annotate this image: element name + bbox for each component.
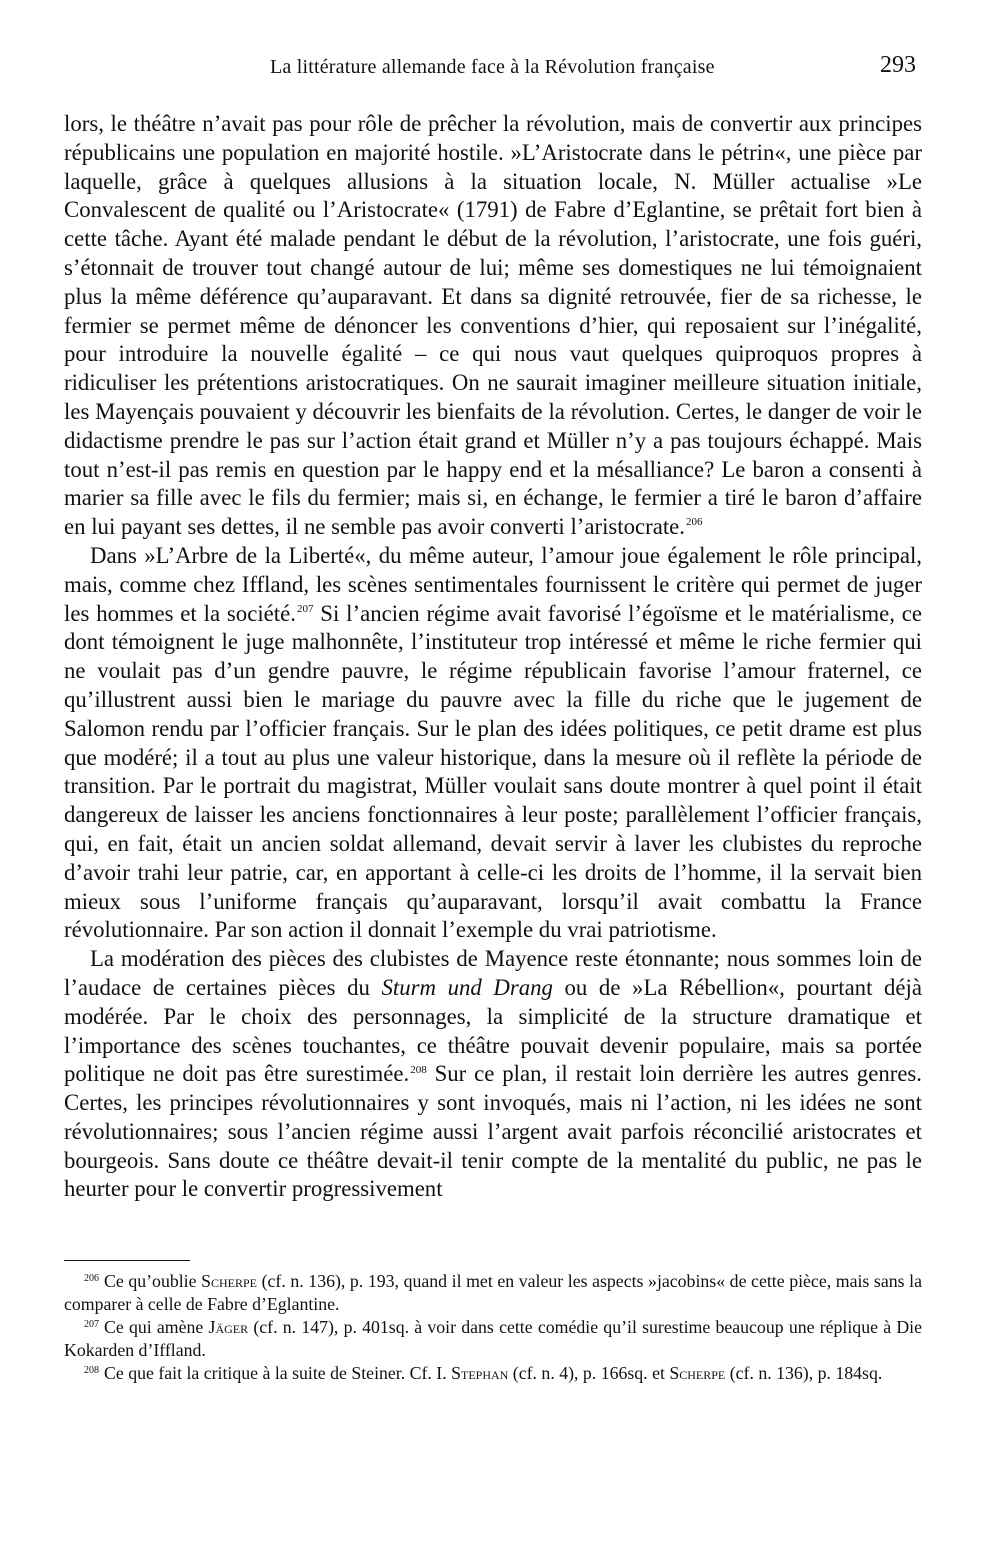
footnote-ref-206: 206 — [686, 516, 703, 529]
footnote-text: (cf. n. 147), p. 401sq. à voir dans cette comédie qu’il surestime beaucoup une réplique à Die Kokarden d’Iffland. — [64, 1317, 922, 1360]
paragraph-3-text-c: Sur ce plan, il restait loin derrière les autres genres. Certes, les principes révolutionnaires y sont invoqués, mais ni l’action, ni les idées ne sont révolutionnaires; sous l’ancien régime aussi l’argent avait parfois réconcilié aristocrates et bourgeois. Sans doute ce théâtre devait-il tenir compte de la mentalité du public, ne pas le heurter pour le convertir progressivement — [64, 1061, 923, 1202]
footnote-ref-208: 208 — [410, 1063, 427, 1076]
footnote-text: Ce qu’oublie — [104, 1271, 202, 1291]
paragraph-1-text: lors, le théâtre n’avait pas pour rôle de prêcher la révolution, mais de convertir aux principes républicains une population en majorité hostile. »L’Aristocrate dans le pétrin«, une pièce par laquelle, grâce à quelques allusions à la situation locale, N. Müller actualise »Le Convalescent de qualité ou l’Aristocrate« (1791) de Fabre d’Eglantine, se prêtait fort bien à cette tâche. Ayant été malade pendant le début de la révolution, l’aristocrate, une fois guéri, s’étonnait de trouver tout changé autour de lui; même ses domestiques ne lui témoignaient plus la même déférence qu’auparavant. Et dans sa dignité retrouvée, fier de sa richesse, le fermier se permet même de dénoncer les conventions d’hier, qui reposaient sur l’inégalité, pour introduire la nouvelle égalité – ce qui nous vaut quelques quiproquos propres à ridiculiser les prétentions aristocratiques. On ne saurait imaginer meilleure situation initiale, les Mayençais pouvaient y découvrir les bienfaits de la révolution. Certes, le danger de voir le didactisme prendre le pas sur l’action était grand et Müller n’y a pas toujours échappé. Mais tout n’est-il pas remis en question par le happy end et la mésalliance? Le baron a consenti à marier sa fille avec le fils du fermier; mais si, en échange, le fermier a tiré le baron d’affaire en lui payant ses dettes, il ne semble pas avoir converti l’aristocrate. — [64, 111, 922, 540]
page-header — [64, 52, 922, 84]
paragraph-3-italic: Sturm und Drang — [381, 974, 553, 1000]
author-name: Scherpe — [669, 1363, 726, 1384]
footnote-207 — [64, 1316, 922, 1361]
paragraph-1 — [64, 110, 922, 542]
footnote-text: Ce qui amène — [104, 1317, 209, 1338]
footnote-text: (cf. n. 136), p. 193, quand il met en valeur les aspects »jacobins« de cette pièce, mais sans la comparer à celle de Fabre d’Eglantine. — [64, 1271, 922, 1314]
footnote-206 — [64, 1270, 922, 1315]
author-name: Stephan — [451, 1363, 509, 1384]
footnote-text: (cf. n. 136), p. 184sq. — [725, 1363, 883, 1384]
paragraph-2 — [64, 542, 922, 945]
page-number: 293 — [880, 52, 916, 78]
footnote-text: (cf. n. 4), p. 166sq. et — [508, 1363, 670, 1384]
paragraph-2-text-b: Si l’ancien régime avait favorisé l’égoïsme et le matérialisme, ce dont témoignent le juge malhonnête, l’instituteur trop intéressé et même le riche fermier qui ne voulait pas d’un gendre pauvre, le régime républicain favorise l’amour fraternel, ce qu’illustrent aussi bien le mariage du pauvre avec la fille du riche que le jugement de Salomon rendu par l’officier français. Sur le plan des idées politiques, ce petit drame est plus que modéré; il a tout au plus une valeur historique, dans la mesure où il reflète la période de transition. Par le portrait du magistrat, Müller voulait sans doute montrer à quel point il était dangereux de laisser les anciens fonctionnaires à leur poste; parallèlement l’officier français, qui, en fait, était un ancien soldat allemand, devait servir à laver les clubistes du reproche d’avoir trahi leur patrie, car, en apportant à celle-ci les droits de l’homme, il la servait bien mieux sous l’uniforme français qu’auparavant, lorsqu’il avait combattu la France révolutionnaire. Par son action il donnait l’exemple du vrai patriotisme. — [64, 600, 922, 943]
paragraph-3 — [64, 945, 922, 1204]
author-name: Scherpe — [201, 1271, 257, 1291]
paragraph-3-text-a: La modération des pièces des clubistes de Mayence reste étonnante; nous sommes loin de l’audace de certaines pièces du — [64, 946, 922, 1000]
footnote-separator — [64, 1260, 190, 1261]
main-text — [64, 110, 922, 1204]
footnote-ref-207: 207 — [296, 602, 314, 615]
footnote-number: 207 — [84, 1319, 99, 1331]
paragraph-2-text-a: Dans »L’Arbre de la Liberté«, du même auteur, l’amour joue également le rôle principal, mais, comme chez Iffland, les scènes sentimentales fournissent le critère qui permet de juger les hommes et la société. — [64, 542, 922, 626]
footnote-number: 206 — [84, 1273, 99, 1284]
running-head: La littérature allemande face à la Révolution française — [270, 56, 715, 78]
footnote-208 — [64, 1362, 922, 1385]
author-name: Jäger — [208, 1317, 249, 1338]
footnote-number: 208 — [84, 1365, 99, 1377]
paragraph-3-text-b: ou de »La Rébellion«, pourtant déjà modérée. Par le choix des personnages, la simplicité de la structure dramatique et l’importance des scènes touchantes, ce théâtre pouvait devenir populaire, mais sa portée politique ne doit pas être surestimée. — [64, 974, 922, 1087]
footnotes — [64, 1270, 922, 1386]
footnote-text: Ce que fait la critique à la suite de Steiner. Cf. I. — [104, 1363, 452, 1384]
